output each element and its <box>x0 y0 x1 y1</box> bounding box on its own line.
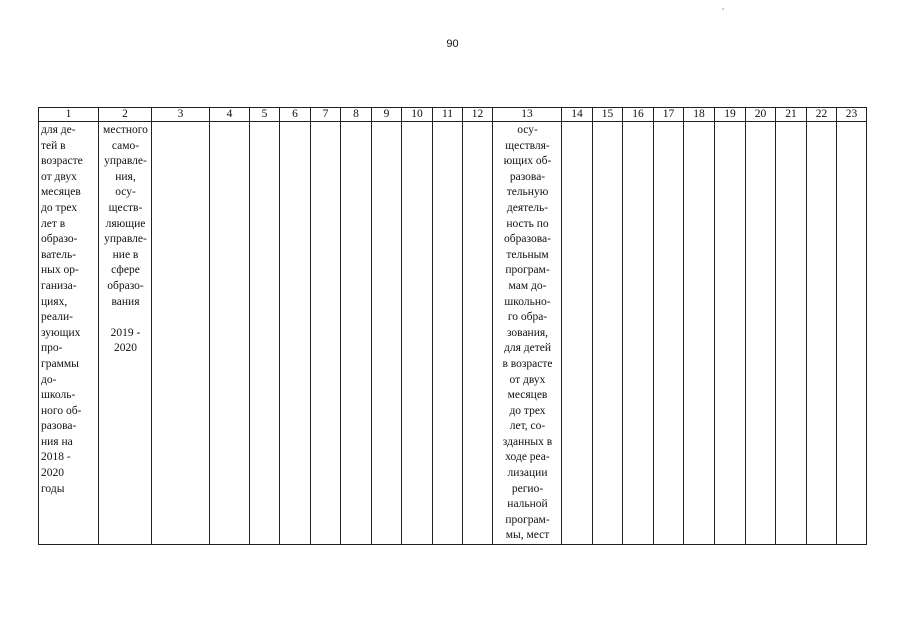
cell-col-2 <box>99 122 152 545</box>
cell-col-1 <box>39 122 99 545</box>
col2-line: 2020 <box>114 342 137 355</box>
col13-line: ществля- <box>505 139 550 152</box>
col13-line: ходе реа- <box>505 451 550 464</box>
col13-line: до трех <box>509 404 546 417</box>
cell-col-15 <box>593 122 623 545</box>
cell-col-23 <box>837 122 867 545</box>
col1-line: про- <box>41 342 63 355</box>
col13-line: школьно- <box>504 295 551 308</box>
cell-col-8 <box>341 122 372 545</box>
col1-line: возрасте <box>41 155 83 168</box>
col-2-text <box>99 122 151 357</box>
header-row <box>39 108 867 122</box>
col1-line: тей в <box>41 139 66 152</box>
cell-col-9 <box>372 122 402 545</box>
header-cell-23: 23 <box>837 108 867 122</box>
col13-line: зования, <box>506 326 549 339</box>
header-cell-16: 16 <box>623 108 654 122</box>
header-cell-18: 18 <box>684 108 715 122</box>
cell-col-6 <box>280 122 311 545</box>
col1-line: 2018 - <box>41 451 71 464</box>
col2-line <box>101 310 150 326</box>
header-cell-15: 15 <box>593 108 623 122</box>
col13-line: програм- <box>505 264 550 277</box>
cell-col-13 <box>493 122 562 545</box>
col13-line: в возрасте <box>502 357 553 370</box>
cell-col-14 <box>562 122 593 545</box>
header-cell-22: 22 <box>807 108 837 122</box>
col13-line: зданных в <box>502 435 553 448</box>
col13-line: образова- <box>504 233 551 246</box>
col1-line: ния на <box>41 435 73 448</box>
col1-line: для де- <box>41 124 76 136</box>
header-cell-2: 2 <box>99 108 152 122</box>
col13-line: разова- <box>509 170 546 183</box>
col1-line: граммы <box>41 357 79 370</box>
col1-line: месяцев <box>41 186 81 199</box>
cell-col-20 <box>746 122 776 545</box>
header-cell-7: 7 <box>311 108 341 122</box>
col13-line: для детей <box>504 342 551 355</box>
header-cell-12: 12 <box>463 108 493 122</box>
col2-line: местного <box>103 124 148 136</box>
scan-speck <box>722 8 724 10</box>
cell-col-7 <box>311 122 341 545</box>
header-cell-8: 8 <box>341 108 372 122</box>
header-cell-3: 3 <box>152 108 210 122</box>
col13-line: мы, мест <box>505 529 550 542</box>
col2-line: ния, <box>115 170 136 183</box>
header-cell-9: 9 <box>372 108 402 122</box>
col13-line: лет, со- <box>509 420 546 433</box>
cell-col-4 <box>210 122 250 545</box>
col13-line: ющих об- <box>503 155 552 168</box>
cell-col-22 <box>807 122 837 545</box>
header-cell-13: 13 <box>493 108 562 122</box>
body-row <box>39 122 867 545</box>
col13-line: тельную <box>506 186 549 199</box>
col13-line: програм- <box>505 513 550 526</box>
cell-col-10 <box>402 122 433 545</box>
col-13-text <box>493 122 561 544</box>
cell-col-16 <box>623 122 654 545</box>
header-cell-17: 17 <box>654 108 684 122</box>
col1-line: ных ор- <box>41 264 79 277</box>
col13-line: го обра- <box>507 311 548 324</box>
col2-line: образо- <box>107 279 144 292</box>
header-cell-6: 6 <box>280 108 311 122</box>
col13-line: регио- <box>511 482 544 495</box>
col2-line: осу- <box>115 186 136 199</box>
col-1-text <box>39 122 98 497</box>
col2-line: ляющие <box>105 217 146 230</box>
header-cell-14: 14 <box>562 108 593 122</box>
col1-line: циях, <box>41 295 68 308</box>
col1-line: от двух <box>41 170 77 183</box>
col13-line: от двух <box>509 373 546 386</box>
col2-line: само- <box>111 139 140 152</box>
col2-line: сфере <box>111 264 140 277</box>
header-cell-19: 19 <box>715 108 746 122</box>
col13-line: ность по <box>506 217 549 230</box>
col1-line: ганиза- <box>41 279 77 292</box>
col13-line: мам до- <box>508 279 547 292</box>
col2-line: управле- <box>104 155 147 168</box>
header-cell-4: 4 <box>210 108 250 122</box>
col1-line: образо- <box>41 233 78 246</box>
header-cell-20: 20 <box>746 108 776 122</box>
col1-line: до- <box>41 373 57 386</box>
col2-line: ние в <box>112 248 139 261</box>
col1-line: ного об- <box>41 404 82 417</box>
header-cell-11: 11 <box>433 108 463 122</box>
cell-col-5 <box>250 122 280 545</box>
col1-line: ватель- <box>41 248 77 261</box>
cell-col-19 <box>715 122 746 545</box>
col1-line: школь- <box>41 389 76 402</box>
col2-line: управле- <box>104 233 147 246</box>
header-cell-1: 1 <box>39 108 99 122</box>
col13-line: месяцев <box>507 389 548 402</box>
cell-col-21 <box>776 122 807 545</box>
data-table <box>38 107 867 545</box>
cell-col-17 <box>654 122 684 545</box>
col2-line: вания <box>111 295 140 308</box>
cell-col-11 <box>433 122 463 545</box>
col1-line: реали- <box>41 311 73 324</box>
cell-col-12 <box>463 122 493 545</box>
col2-line: ществ- <box>108 201 143 214</box>
header-cell-5: 5 <box>250 108 280 122</box>
col1-line: лет в <box>41 217 66 230</box>
cell-col-18 <box>684 122 715 545</box>
col1-line: до трех <box>41 201 78 214</box>
header-cell-21: 21 <box>776 108 807 122</box>
header-cell-10: 10 <box>402 108 433 122</box>
col13-line: нальной <box>507 498 548 511</box>
col2-line: 2019 - <box>110 326 141 339</box>
col1-line: годы <box>41 482 65 495</box>
col13-line: осу- <box>517 124 538 136</box>
col1-line: зующих <box>41 326 81 339</box>
cell-col-3 <box>152 122 210 545</box>
col1-line: разова- <box>41 420 77 433</box>
col13-line: лизации <box>507 467 548 480</box>
page-number: 90 <box>446 38 459 50</box>
col13-line: деятель- <box>506 201 549 214</box>
col13-line: тельным <box>506 248 549 261</box>
col1-line: 2020 <box>41 467 64 480</box>
